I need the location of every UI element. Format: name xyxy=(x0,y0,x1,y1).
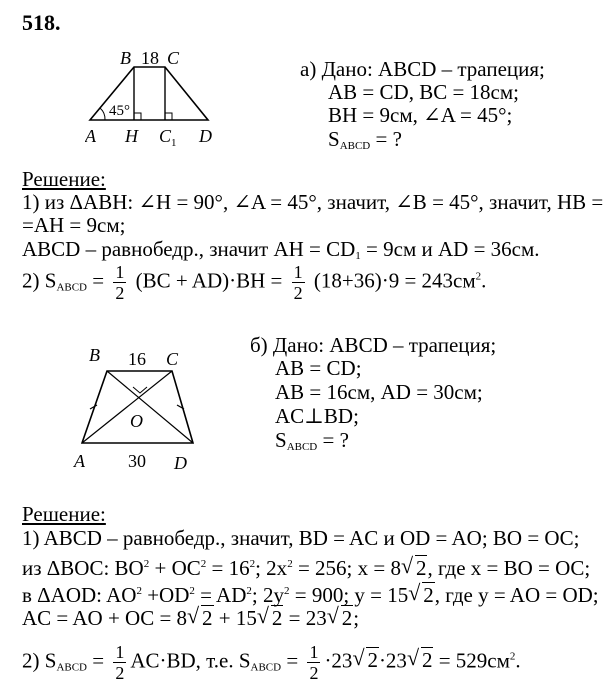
given-a-line2: AB = CD, BC = 18см; xyxy=(328,80,519,104)
label-ad-length: 30 xyxy=(128,451,146,471)
diagonal-ac xyxy=(82,371,172,443)
solution-b-title: Решение: xyxy=(22,502,106,526)
solution-b-line3: в ΔAOD: $AO^2 +OD^2 = AD^2$; $2y^2 = 900$; y = 15√ 2, где y = AO = OD; xyxy=(22,579,599,607)
solution-a-line4: 2) $S_{ABCD}$ = $\frac{1}{2}$ (BC + AD)·BH = $\frac{1}{2}$ $(18+36)\cdot 9 = 243см^2$. xyxy=(22,262,487,303)
solution-b-line1: 1) ABCD – равнобедр., значит, BD = AC и OD = AO; BO = OC; xyxy=(22,526,580,550)
solution-a-line2: =AH = 9см; xyxy=(22,213,126,237)
sqrt-2: √ 2 xyxy=(407,648,434,672)
solution-b-line2: из ΔBOC: $BO^2 + OC^2 = 16^2$; $2x^2 = 256$; x = 8√ 2, где x = BO = OC; xyxy=(22,552,590,580)
fraction-half: $\frac{1}{2}$ xyxy=(115,262,125,303)
solution-b-line4: AC = AO + OC = 8√ 2 + 15√ 2 = 23√ 2; xyxy=(22,606,359,630)
given-a-line3: BH = 9см, ∠A = 45°; xyxy=(328,103,513,127)
label-bc-length: 16 xyxy=(128,349,146,369)
label-c: C xyxy=(167,52,180,68)
sqrt-2: √ 2 xyxy=(401,556,428,580)
label-a: A xyxy=(85,126,96,146)
label-c: C xyxy=(166,349,179,369)
label-bc-length: 18 xyxy=(141,52,159,68)
angle-arc-a xyxy=(100,108,105,120)
given-b-line2: AB = CD; xyxy=(275,356,362,380)
right-angle-c1 xyxy=(165,113,172,120)
given-b-line1: б) Дано: ABCD – трапеция; xyxy=(250,333,497,357)
fraction-half: $\frac{1}{2}$ xyxy=(293,262,303,303)
label-a: A xyxy=(74,451,85,471)
label-d: D xyxy=(174,453,187,473)
problem-number: 518. xyxy=(22,10,61,35)
sqrt-2: √ 2 xyxy=(408,583,435,607)
label-h: H xyxy=(125,126,138,146)
trapezoid-b-outline xyxy=(82,371,193,443)
trapezoid-a-outline xyxy=(90,67,208,120)
sqrt-2: √ 2 xyxy=(187,606,214,630)
solution-a-title: Решение: xyxy=(22,167,106,191)
fraction-half: $\frac{1}{2}$ xyxy=(115,642,125,683)
fraction-half: $\frac{1}{2}$ xyxy=(309,642,319,683)
figure-a-trapezoid xyxy=(85,52,225,152)
given-a-line1: а) Дано: ABCD – трапеция; xyxy=(300,57,545,81)
given-b-line4: AC⊥BD; xyxy=(275,404,359,428)
label-c1: $C_1$ xyxy=(159,126,177,149)
sqrt-2: √ 2 xyxy=(327,606,354,630)
label-d: D xyxy=(199,126,212,146)
sqrt-2: √ 2 xyxy=(352,648,379,672)
label-o: O xyxy=(130,411,143,431)
label-b: B xyxy=(120,52,131,68)
solution-a-line1: 1) из ΔABH: ∠H = 90°, ∠A = 45°, значит, ∠B = 45°, значит, HB = xyxy=(22,190,604,214)
label-angle-45: 45° xyxy=(109,103,130,119)
given-b-line3: AB = 16см, AD = 30см; xyxy=(275,380,483,404)
given-a-find: $S_{ABCD}$ = ? xyxy=(328,127,402,152)
solution-b-line5: 2) $S_{ABCD}$ = $\frac{1}{2}$ AC·BD, т.е. $S_{ABCD}$ = $\frac{1}{2}$ ·23√ 2·23√ $2 = 529см^2$. xyxy=(22,642,521,683)
right-angle-h xyxy=(134,113,141,120)
solution-a-line3: ABCD – равнобедр., значит AH = $CD_1 = 9см$ и AD = 36см. xyxy=(22,237,540,262)
figure-b-trapezoid xyxy=(70,345,210,475)
label-b: B xyxy=(89,345,100,365)
sqrt-2: √ 2 xyxy=(257,606,284,630)
given-b-find: $S_{ABCD}$ = ? xyxy=(275,428,349,453)
